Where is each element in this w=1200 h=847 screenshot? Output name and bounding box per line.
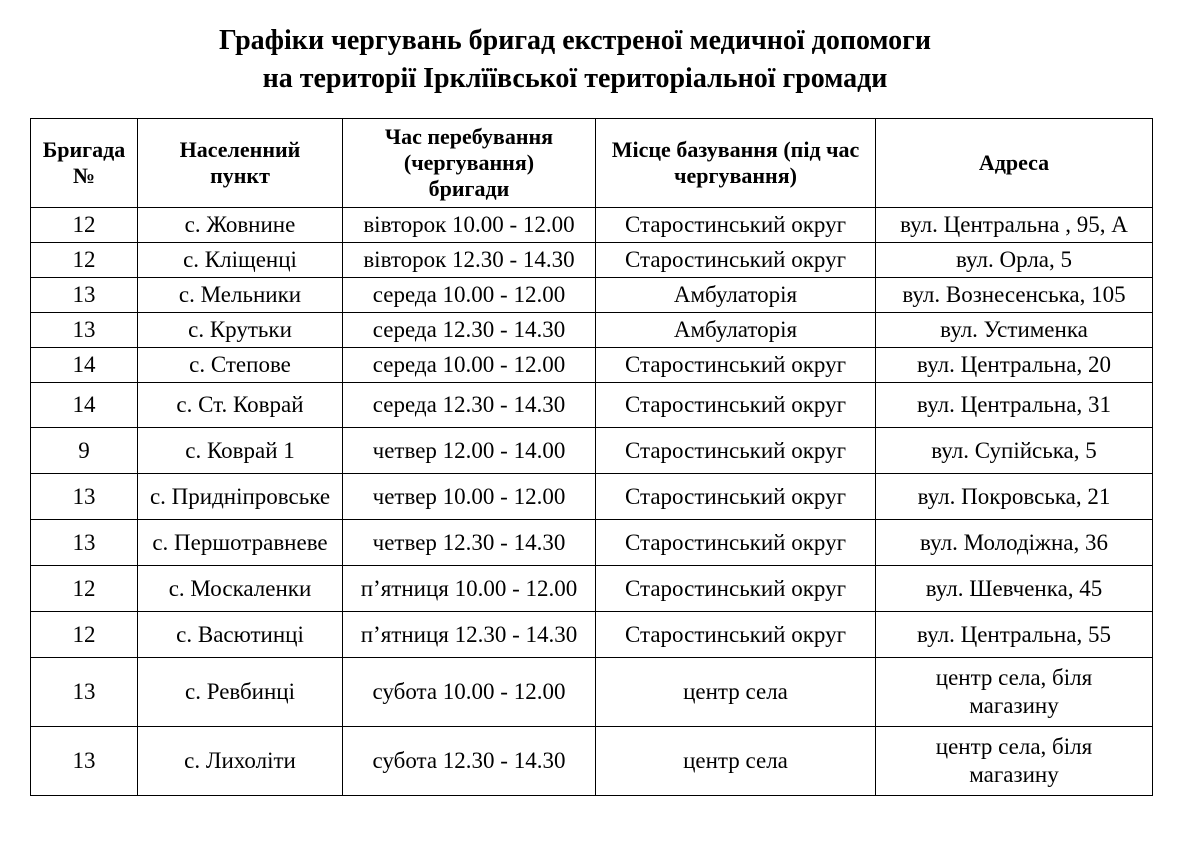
base-cell: центр села [596,658,876,727]
time-cell: четвер 12.00 - 14.00 [343,428,596,474]
brigade-cell: 13 [31,313,138,348]
page-title [0,22,1150,98]
address-cell: вул. Орла, 5 [876,243,1153,278]
settlement-cell: с. Москаленки [138,566,343,612]
time-cell: вівторок 12.30 - 14.30 [343,243,596,278]
base-cell: Амбулаторія [596,278,876,313]
time-cell: вівторок 10.00 - 12.00 [343,208,596,243]
time-cell: четвер 10.00 - 12.00 [343,474,596,520]
address-cell: вул. Центральна , 95, А [876,208,1153,243]
settlement-cell: с. Ст. Коврай [138,383,343,428]
time-cell: середа 10.00 - 12.00 [343,278,596,313]
base-cell: Старостинський округ [596,520,876,566]
settlement-cell: с. Кліщенці [138,243,343,278]
duty-schedule-table [30,118,1153,796]
table-row [31,383,1153,428]
table-row [31,566,1153,612]
table-row [31,348,1153,383]
address-cell: вул. Центральна, 55 [876,612,1153,658]
table-row [31,727,1153,796]
time-cell: середа 12.30 - 14.30 [343,383,596,428]
settlement-cell: с. Крутьки [138,313,343,348]
brigade-cell: 13 [31,520,138,566]
settlement-cell: с. Мельники [138,278,343,313]
brigade-cell: 13 [31,474,138,520]
brigade-cell: 12 [31,612,138,658]
address-cell: вул. Вознесенська, 105 [876,278,1153,313]
time-cell: п’ятниця 10.00 - 12.00 [343,566,596,612]
base-cell: Старостинський округ [596,428,876,474]
base-cell: Старостинський округ [596,348,876,383]
address-cell: центр села, біля магазину [876,727,1153,796]
address-cell: вул. Молодіжна, 36 [876,520,1153,566]
table-row [31,520,1153,566]
table-row [31,313,1153,348]
base-cell: центр села [596,727,876,796]
table-row [31,474,1153,520]
time-cell: четвер 12.30 - 14.30 [343,520,596,566]
header-time: Час перебування (чергування) бригади [343,119,596,208]
address-cell: центр села, біля магазину [876,658,1153,727]
address-cell: вул. Центральна, 20 [876,348,1153,383]
address-cell: вул. Покровська, 21 [876,474,1153,520]
table-row [31,243,1153,278]
settlement-cell: с. Васютинці [138,612,343,658]
table-row [31,428,1153,474]
address-cell: вул. Шевченка, 45 [876,566,1153,612]
settlement-cell: с. Лихоліти [138,727,343,796]
table-row [31,278,1153,313]
brigade-cell: 13 [31,727,138,796]
settlement-cell: с. Жовнине [138,208,343,243]
base-cell: Старостинський округ [596,612,876,658]
settlement-cell: с. Степове [138,348,343,383]
settlement-cell: с. Ревбинці [138,658,343,727]
table-row [31,658,1153,727]
table-row [31,208,1153,243]
title-line-2: на території Ірклїївської територіальної громади [262,63,888,94]
brigade-cell: 13 [31,658,138,727]
base-cell: Старостинський округ [596,474,876,520]
header-brigade: Бригада № [31,119,138,208]
header-base: Місце базування (під час чергування) [596,119,876,208]
address-cell: вул. Центральна, 31 [876,383,1153,428]
settlement-cell: с. Придніпровське [138,474,343,520]
time-cell: середа 10.00 - 12.00 [343,348,596,383]
time-cell: субота 10.00 - 12.00 [343,658,596,727]
brigade-cell: 12 [31,243,138,278]
base-cell: Старостинський округ [596,208,876,243]
time-cell: середа 12.30 - 14.30 [343,313,596,348]
table-row [31,612,1153,658]
brigade-cell: 12 [31,208,138,243]
time-cell: субота 12.30 - 14.30 [343,727,596,796]
brigade-cell: 14 [31,383,138,428]
header-address: Адреса [876,119,1153,208]
base-cell: Старостинський округ [596,566,876,612]
address-cell: вул. Устименка [876,313,1153,348]
brigade-cell: 13 [31,278,138,313]
brigade-cell: 9 [31,428,138,474]
base-cell: Старостинський округ [596,243,876,278]
settlement-cell: с. Коврай 1 [138,428,343,474]
header-settlement: Населенний пункт [138,119,343,208]
base-cell: Амбулаторія [596,313,876,348]
table-header-row [31,119,1153,208]
settlement-cell: с. Першотравневе [138,520,343,566]
title-line-1: Графіки чергувань бригад екстреної медичної допомоги [219,25,931,56]
address-cell: вул. Супійська, 5 [876,428,1153,474]
brigade-cell: 12 [31,566,138,612]
time-cell: п’ятниця 12.30 - 14.30 [343,612,596,658]
brigade-cell: 14 [31,348,138,383]
base-cell: Старостинський округ [596,383,876,428]
